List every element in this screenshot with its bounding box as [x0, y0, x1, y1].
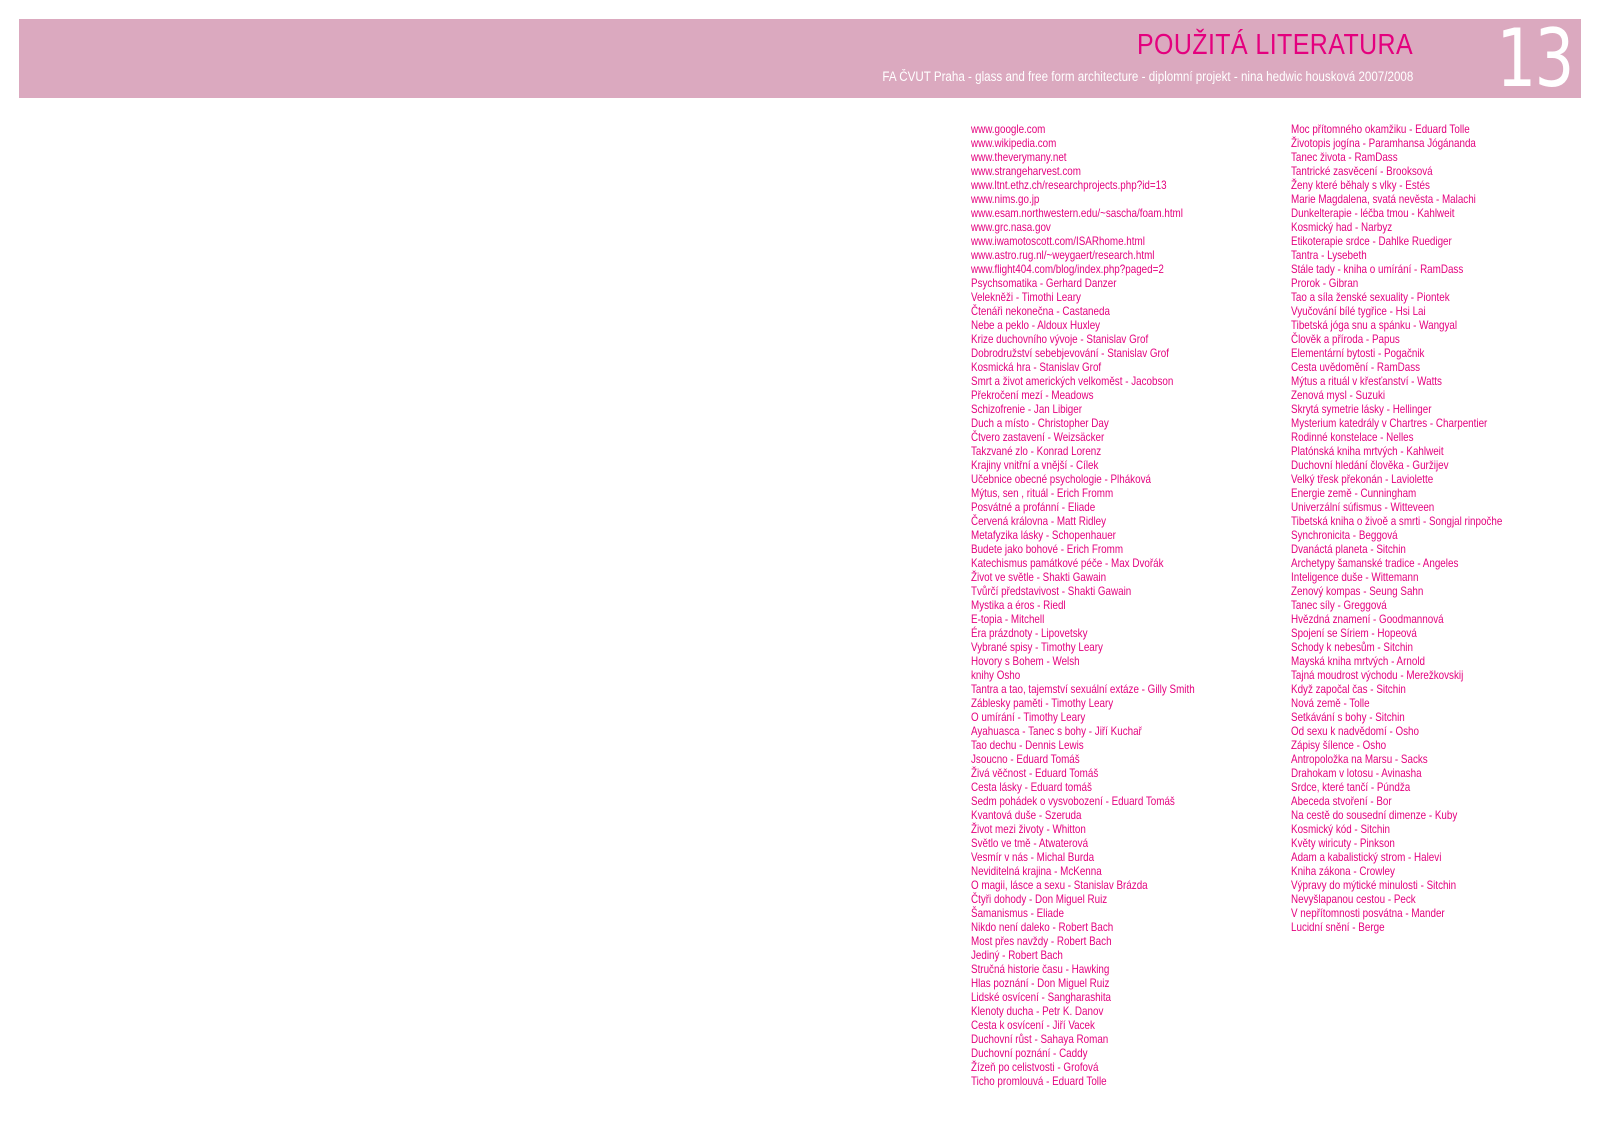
bibliography-entry: Životopis jogína - Paramhansa Jógánanda: [1291, 136, 1476, 150]
bibliography-entry: Tibetská kniha o živoě a smrti - Songjal rinpočhe: [1291, 514, 1503, 528]
bibliography-entry: Život mezi životy - Whitton: [971, 822, 1086, 836]
bibliography-entry: Spojení se Síriem - Hopeová: [1291, 626, 1417, 640]
bibliography-entry: Krize duchovního vývoje - Stanislav Grof: [971, 332, 1149, 346]
bibliography-entry: Světlo ve tmě - Atwaterová: [971, 836, 1089, 850]
bibliography-entry: Smrt a život amerických velkoměst - Jacobson: [971, 374, 1174, 388]
bibliography-entry: Hvězdná znamení - Goodmannová: [1291, 612, 1444, 626]
bibliography-entry: Inteligence duše - Wittemann: [1291, 570, 1419, 584]
bibliography-entry: Stále tady - kniha o umírání - RamDass: [1291, 262, 1464, 276]
bibliography-entry: Zenový kompas - Seung Sahn: [1291, 584, 1424, 598]
bibliography-entry: Cesta uvědomění - RamDass: [1291, 360, 1421, 374]
bibliography-entry: Kosmický had - Narbyz: [1291, 220, 1393, 234]
bibliography-entry: Cesta lásky - Eduard tomáš: [971, 780, 1092, 794]
bibliography-entry: Archetypy šamanské tradice - Angeles: [1291, 556, 1459, 570]
bibliography-entry: Tantrické zasvěcení - Brooksová: [1291, 164, 1433, 178]
bibliography-entry: www.theverymany.net: [971, 150, 1067, 164]
bibliography-entry: Na cestě do sousední dimenze - Kuby: [1291, 808, 1458, 822]
bibliography-entry: Když započal čas - Sitchin: [1291, 682, 1406, 696]
bibliography-entry: Posvátné a profánní - Eliade: [971, 500, 1096, 514]
bibliography-entry: Takzvané zlo - Konrad Lorenz: [971, 444, 1102, 458]
bibliography-entry: Neviditelná krajina - McKenna: [971, 864, 1102, 878]
bibliography-entry: Hovory s Bohem - Welsh: [971, 654, 1080, 668]
bibliography-entry: Moc přítomného okamžiku - Eduard Tolle: [1291, 122, 1470, 136]
bibliography-entry: Kvantová duše - Szeruda: [971, 808, 1082, 822]
bibliography-entry: Zápisy šílence - Osho: [1291, 738, 1387, 752]
bibliography-column-left: [971, 122, 1244, 1088]
bibliography-entry: Velký třesk překonán - Laviolette: [1291, 472, 1434, 486]
bibliography-entry: Tantra a tao, tajemství sexuální extáze - Gilly Smith: [971, 682, 1195, 696]
bibliography-entry: Čtyři dohody - Don Miguel Ruiz: [971, 892, 1108, 906]
bibliography-entry: www.esam.northwestern.edu/~sascha/foam.html: [971, 206, 1183, 220]
bibliography-entry: E-topia - Mitchell: [971, 612, 1045, 626]
bibliography-entry: Zenová mysl - Suzuki: [1291, 388, 1386, 402]
bibliography-entry: Drahokam v lotosu - Avinasha: [1291, 766, 1422, 780]
bibliography-entry: Schody k nebesům - Sitchin: [1291, 640, 1413, 654]
bibliography-entry: Abeceda stvoření - Bor: [1291, 794, 1392, 808]
bibliography-entry: Lidské osvícení - Sangharashita: [971, 990, 1112, 1004]
bibliography-entry: Schizofrenie - Jan Libiger: [971, 402, 1083, 416]
bibliography-entry: Kniha zákona - Crowley: [1291, 864, 1395, 878]
bibliography-entry: Duchovní růst - Sahaya Roman: [971, 1032, 1109, 1046]
bibliography-entry: www.iwamotoscott.com/ISARhome.html: [971, 234, 1145, 248]
bibliography-entry: Nová země - Tolle: [1291, 696, 1370, 710]
bibliography-entry: Dobrodružství sebebjevování - Stanislav Grof: [971, 346, 1169, 360]
bibliography-entry: Hlas poznání - Don Miguel Ruiz: [971, 976, 1110, 990]
bibliography-entry: Život ve světle - Shakti Gawain: [971, 570, 1107, 584]
bibliography-entry: Čtvero zastavení - Weizsäcker: [971, 430, 1105, 444]
bibliography-entry: www.nims.go.jp: [971, 192, 1040, 206]
bibliography-entry: Setkávání s bohy - Sitchin: [1291, 710, 1405, 724]
page-title: POUŽITÁ LITERATURA: [1136, 29, 1413, 61]
bibliography-entry: Duchovní hledání člověka - Guržijev: [1291, 458, 1449, 472]
bibliography-entry: Kosmická hra - Stanislav Grof: [971, 360, 1102, 374]
bibliography-entry: Tajná moudrost východu - Merežkovskij: [1291, 668, 1464, 682]
bibliography-entry: Skrytá symetrie lásky - Hellinger: [1291, 402, 1432, 416]
bibliography-entry: Člověk a příroda - Papus: [1291, 332, 1400, 346]
bibliography-entry: www.wikipedia.com: [971, 136, 1057, 150]
bibliography-entry: Psychsomatika - Gerhard Danzer: [971, 276, 1117, 290]
bibliography-entry: Tibetská jóga snu a spánku - Wangyal: [1291, 318, 1458, 332]
bibliography-entry: Elementární bytosti - Pogačnik: [1291, 346, 1425, 360]
bibliography-entry: Jediný - Robert Bach: [971, 948, 1063, 962]
bibliography-entry: Mýtus, sen , rituál - Erich Fromm: [971, 486, 1114, 500]
bibliography-entry: Vybrané spisy - Timothy Leary: [971, 640, 1103, 654]
bibliography-entry: Stručná historie času - Hawking: [971, 962, 1110, 976]
bibliography-entry: Tao a síla ženské sexuality - Piontek: [1291, 290, 1450, 304]
bibliography-entry: Mýtus a rituál v křesťanství - Watts: [1291, 374, 1442, 388]
bibliography-entry: Dvanáctá planeta - Sitchin: [1291, 542, 1406, 556]
bibliography-entry: Metafyzika lásky - Schopenhauer: [971, 528, 1116, 542]
bibliography-entry: Jsoucno - Eduard Tomáš: [971, 752, 1080, 766]
bibliography-entry: knihy Osho: [971, 668, 1021, 682]
bibliography-entry: Květy wiricuty - Pinkson: [1291, 836, 1395, 850]
bibliography-entry: Tao dechu - Dennis Lewis: [971, 738, 1084, 752]
bibliography-entry: Živá věčnost - Eduard Tomáš: [971, 766, 1099, 780]
bibliography-entry: Mysterium katedrály v Chartres - Charpentier: [1291, 416, 1488, 430]
bibliography-entry: Vyučování bílé tygřice - Hsi Lai: [1291, 304, 1426, 318]
bibliography-entry: Nevyšlapanou cestou - Peck: [1291, 892, 1416, 906]
bibliography-entry: Mayská kniha mrtvých - Arnold: [1291, 654, 1425, 668]
bibliography-entry: Tanec života - RamDass: [1291, 150, 1398, 164]
bibliography-entry: Šamanismus - Eliade: [971, 906, 1064, 920]
bibliography-entry: Adam a kabalistický strom - Halevi: [1291, 850, 1442, 864]
bibliography-entry: Duch a místo - Christopher Day: [971, 416, 1109, 430]
bibliography-entry: www.astro.rug.nl/~weygaert/research.html: [971, 248, 1155, 262]
bibliography-entry: Etikoterapie srdce - Dahlke Ruediger: [1291, 234, 1452, 248]
bibliography-entry: Záblesky paměti - Timothy Leary: [971, 696, 1114, 710]
bibliography-entry: www.ltnt.ethz.ch/researchprojects.php?id=13: [971, 178, 1167, 192]
bibliography-entry: Rodinné konstelace - Nelles: [1291, 430, 1414, 444]
bibliography-entry: Cesta k osvícení - Jiří Vacek: [971, 1018, 1095, 1032]
bibliography-entry: Klenoty ducha - Petr K. Danov: [971, 1004, 1104, 1018]
bibliography-entry: Od sexu k nadvědomí - Osho: [1291, 724, 1419, 738]
header-band: [19, 12, 1581, 105]
bibliography-entry: Energie země - Cunningham: [1291, 486, 1417, 500]
bibliography-entry: Éra prázdnoty - Lipovetsky: [971, 626, 1088, 640]
bibliography-entry: Sedm pohádek o vysvobození - Eduard Tomáš: [971, 794, 1175, 808]
bibliography-entry: Duchovní poznání - Caddy: [971, 1046, 1088, 1060]
bibliography-entry: V nepřítomnosti posvátna - Mander: [1291, 906, 1445, 920]
bibliography-entry: Nikdo není daleko - Robert Bach: [971, 920, 1114, 934]
bibliography-entry: Kosmický kód - Sitchin: [1291, 822, 1390, 836]
bibliography-entry: Tanec síly - Greggová: [1291, 598, 1387, 612]
bibliography-entry: Ženy které běhaly s vlky - Estés: [1291, 178, 1430, 192]
page-number: 13: [1496, 12, 1573, 105]
bibliography-entry: O magii, lásce a sexu - Stanislav Brázda: [971, 878, 1148, 892]
bibliography-entry: Lucidní snění - Berge: [1291, 920, 1385, 934]
bibliography-entry: Krajiny vnitřní a vnější - Cílek: [971, 458, 1099, 472]
bibliography-entry: Čtenáři nekonečna - Castaneda: [971, 304, 1110, 318]
bibliography-entry: O umírání - Timothy Leary: [971, 710, 1086, 724]
bibliography-entry: Velekněži - Timothi Leary: [971, 290, 1081, 304]
bibliography-entry: www.google.com: [971, 122, 1046, 136]
bibliography-entry: Platónská kniha mrtvých - Kahlweit: [1291, 444, 1444, 458]
bibliography-entry: Katechismus památkové péče - Max Dvořák: [971, 556, 1164, 570]
bibliography-entry: Ticho promlouvá - Eduard Tolle: [971, 1074, 1107, 1088]
bibliography-entry: www.grc.nasa.gov: [971, 220, 1051, 234]
bibliography-entry: Tantra - Lysebeth: [1291, 248, 1367, 262]
bibliography-entry: Srdce, které tančí - Púndža: [1291, 780, 1411, 794]
bibliography-entry: Žízeň po celistvosti - Grofová: [971, 1060, 1099, 1074]
page-subtitle: FA ČVUT Praha - glass and free form architecture - diplomní projekt - nina hedwic housková 2007/2008: [882, 69, 1413, 84]
bibliography-entry: Univerzální súfismus - Witteveen: [1291, 500, 1435, 514]
bibliography-entry: Ayahuasca - Tanec s bohy - Jiří Kuchař: [971, 724, 1142, 738]
bibliography-entry: Marie Magdalena, svatá nevěsta - Malachi: [1291, 192, 1476, 206]
bibliography-entry: Prorok - Gibran: [1291, 276, 1359, 290]
bibliography-entry: Učebnice obecné psychologie - Plháková: [971, 472, 1151, 486]
bibliography-entry: Překročení mezí - Meadows: [971, 388, 1094, 402]
bibliography-entry: Vesmír v nás - Michal Burda: [971, 850, 1095, 864]
bibliography-entry: Mystika a éros - Riedl: [971, 598, 1066, 612]
bibliography-entry: Výpravy do mýtické minulosti - Sitchin: [1291, 878, 1457, 892]
bibliography-entry: Červená královna - Matt Ridley: [971, 514, 1107, 528]
bibliography-entry: Most přes navždy - Robert Bach: [971, 934, 1112, 948]
bibliography-entry: Tvůrčí představivost - Shakti Gawain: [971, 584, 1132, 598]
bibliography-entry: www.flight404.com/blog/index.php?paged=2: [971, 262, 1164, 276]
bibliography-column-right: [1291, 122, 1549, 934]
bibliography-entry: Nebe a peklo - Aldoux Huxley: [971, 318, 1101, 332]
bibliography-entry: Dunkelterapie - léčba tmou - Kahlweit: [1291, 206, 1455, 220]
bibliography-entry: www.strangeharvest.com: [971, 164, 1081, 178]
bibliography-entry: Budete jako bohové - Erich Fromm: [971, 542, 1124, 556]
bibliography-entry: Synchronicita - Beggová: [1291, 528, 1398, 542]
bibliography-entry: Antropoložka na Marsu - Sacks: [1291, 752, 1428, 766]
